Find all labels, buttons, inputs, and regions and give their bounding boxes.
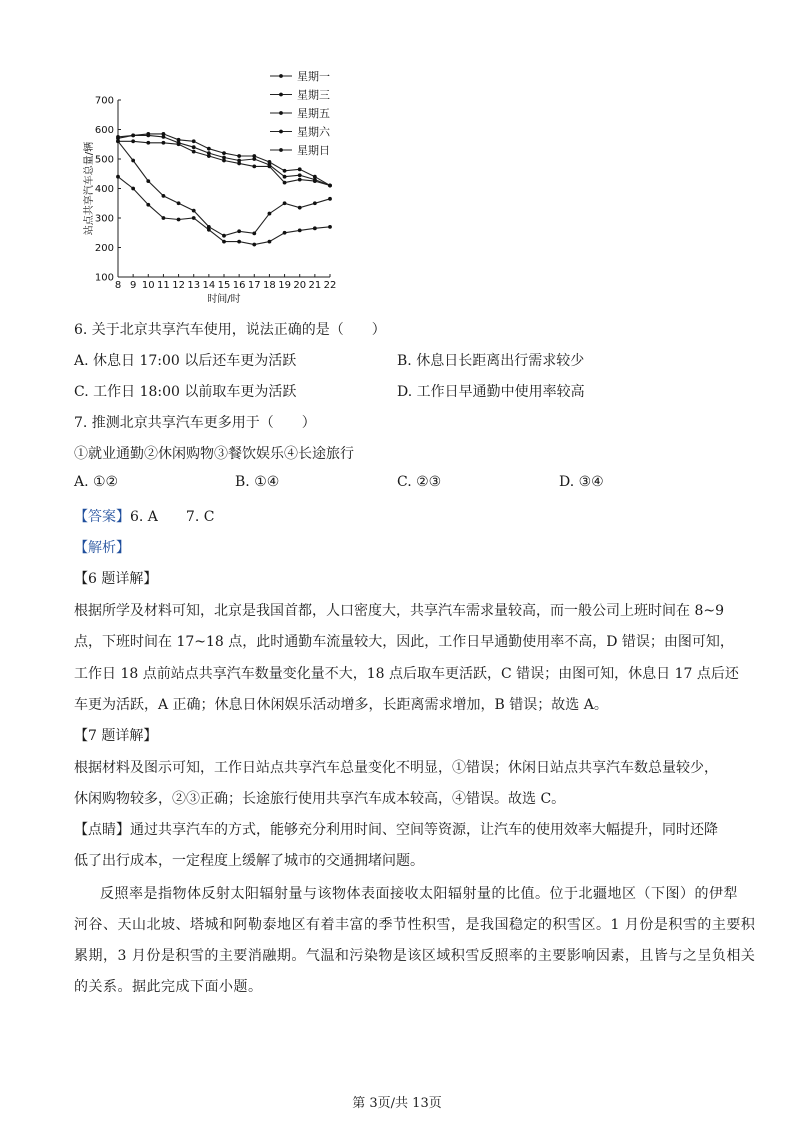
q6-option-a: A. 休息日 17:00 以后还车更为活跃 [74, 353, 297, 369]
q6-option-c: C. 工作日 18:00 以前取车更为活跃 [74, 384, 297, 400]
q7-option-b: B. ①④ [235, 474, 280, 490]
data-point [192, 209, 196, 213]
x-tick-label: 14 [202, 280, 216, 291]
chart-legend [270, 69, 331, 157]
data-point [131, 159, 135, 163]
data-point [192, 150, 196, 154]
y-tick-label: 200 [94, 243, 114, 254]
analysis-label: 【解析】 [74, 540, 130, 556]
data-point [328, 197, 332, 201]
data-point [192, 216, 196, 220]
legend-label: 星期一 [297, 70, 330, 83]
data-point [116, 139, 120, 143]
data-point [192, 139, 196, 143]
data-point [283, 231, 287, 235]
y-axis-ticks [95, 96, 121, 284]
data-point [237, 162, 241, 166]
data-point [162, 216, 166, 220]
data-point [298, 206, 302, 210]
legend-label: 星期五 [297, 107, 330, 120]
answer-label: 【答案】 [74, 509, 130, 525]
legend-marker [279, 148, 283, 152]
data-point [207, 225, 211, 229]
data-point [146, 203, 150, 207]
detail-6-line: 工作日 18 点前站点共享汽车数量变化量不大，18 点后取车更活跃，C 错误；由图可知，休息日 17 点后还 [74, 666, 739, 682]
data-point [252, 154, 256, 158]
data-point [207, 147, 211, 151]
tip-line-2: 低了出行成本，一定程度上缓解了城市的交通拥堵问题。 [74, 853, 424, 869]
tip-line-1 [74, 819, 718, 839]
x-tick-label: 16 [232, 280, 246, 291]
data-point [177, 201, 181, 205]
tip-text: 通过共享汽车的方式，能够充分利用时间、空间等资源，让汽车的使用效率大幅提升，同时还降 [130, 822, 718, 838]
x-tick-label: 20 [293, 280, 307, 291]
x-tick-label: 13 [187, 280, 201, 291]
data-point [116, 135, 120, 139]
y-tick-label: 100 [94, 272, 114, 284]
material-line: 累期，3 月份是积雪的主要消融期。气温和污染物是该区域积雪反照率的主要影响因素，且皆与之呈负相关 [74, 948, 756, 964]
data-point [237, 154, 241, 158]
q7-option-c: C. ②③ [397, 474, 442, 490]
data-point [237, 229, 241, 233]
answer-text: 6. A 7. C [130, 509, 215, 525]
legend-marker [279, 74, 283, 78]
data-point [222, 151, 226, 155]
data-point [146, 179, 150, 183]
y-tick-label: 700 [94, 95, 114, 107]
y-tick-label: 600 [94, 125, 114, 136]
data-point [207, 154, 211, 158]
data-point [313, 201, 317, 205]
data-point [328, 225, 332, 229]
data-point [283, 181, 287, 185]
data-point [177, 218, 181, 222]
x-axis-label: 时间/时 [207, 294, 241, 305]
data-point [177, 142, 181, 146]
x-tick-label: 17 [247, 280, 261, 291]
data-point [283, 175, 287, 179]
page-footer: 第 3页/共 13页 [352, 1096, 442, 1111]
data-point [252, 243, 256, 247]
data-point [192, 145, 196, 149]
detail-6-label: 【6 题详解】 [74, 571, 158, 587]
data-point [177, 138, 181, 142]
material-line: 的关系。据此完成下面小题。 [74, 979, 263, 995]
x-tick-label: 21 [308, 280, 322, 291]
data-point [313, 179, 317, 183]
legend-label: 星期三 [297, 88, 330, 102]
material-line: 反照率是指物体反射太阳辐射量与该物体表面接收太阳辐射量的比值。位于北疆地区（下图）的伊犁 [100, 886, 738, 902]
material-line: 河谷、天山北坡、塔城和阿勒泰地区有着丰富的季节性积雪，是我国稳定的积雪区。1 月份是积雪的主要积 [74, 917, 756, 933]
data-point [298, 167, 302, 171]
detail-6-line: 点，下班时间在 17~18 点，此时通勤车流量较大，因此，工作日早通勤使用率不高，D 错误；由图可知， [74, 634, 734, 650]
y-tick-label: 300 [94, 213, 114, 225]
x-tick-label: 19 [278, 280, 291, 291]
q7-option-a: A. ①② [74, 474, 119, 490]
detail-7-line: 休闲购物较多，②③正确；长途旅行使用共享汽车成本较高，④错误。故选 C。 [74, 791, 566, 807]
detail-7-line: 根据材料及图示可知，工作日站点共享汽车总量变化不明显，①错误；休闲日站点共享汽车数总量较少， [74, 760, 718, 776]
data-point [313, 226, 317, 230]
data-point [222, 159, 226, 163]
detail-6-line: 根据所学及材料可知，北京是我国首都，人口密度大，共享汽车需求量较高，而一般公司上班时间在 8~9 [74, 603, 724, 619]
y-axis-label: 站点共享汽车总量/辆 [84, 141, 95, 236]
x-tick-label: 11 [157, 280, 170, 291]
data-point [313, 175, 317, 179]
data-point [162, 141, 166, 145]
data-point [298, 173, 302, 177]
q7-stem: 7. 推测北京共享汽车更多用于（ ） [74, 415, 316, 431]
q7-option-d: D. ③④ [559, 474, 604, 490]
q7-items: ①就业通勤②休闲购物③餐饮娱乐④长途旅行 [74, 446, 354, 462]
y-tick-label: 500 [94, 154, 114, 166]
x-tick-label: 22 [323, 280, 337, 291]
shared-car-line-chart [60, 60, 360, 310]
x-tick-label: 9 [129, 280, 137, 291]
data-point [222, 240, 226, 244]
data-point [162, 132, 166, 136]
detail-6-line: 车更为活跃，A 正确；休息日休闲娱乐活动增多，长距离需求增加，B 错误；故选 A。 [74, 697, 608, 713]
data-point [268, 164, 272, 168]
detail-7-label: 【7 题详解】 [74, 728, 158, 744]
legend-label: 星期日 [297, 144, 330, 157]
data-point [252, 231, 256, 235]
y-tick-label: 400 [94, 184, 114, 195]
answer-line [74, 506, 214, 526]
data-point [146, 132, 150, 136]
data-point [268, 160, 272, 164]
data-point [268, 212, 272, 216]
data-point [298, 228, 302, 232]
x-tick-label: 8 [114, 280, 122, 291]
x-tick-label: 18 [263, 280, 276, 291]
legend-label: 星期六 [297, 125, 330, 139]
legend-marker [279, 93, 283, 97]
x-tick-label: 15 [217, 280, 231, 291]
data-point [252, 164, 256, 168]
q6-stem: 6. 关于北京共享汽车使用，说法正确的是（ ） [74, 322, 386, 338]
data-point [283, 169, 287, 173]
q6-option-b: B. 休息日长距离出行需求较少 [397, 353, 585, 369]
x-tick-label: 12 [172, 280, 185, 291]
legend-marker [279, 111, 283, 115]
q6-option-d: D. 工作日早通勤中使用率较高 [397, 384, 585, 400]
data-point [131, 134, 135, 138]
x-tick-label: 10 [141, 280, 155, 291]
data-point [131, 139, 135, 143]
data-point [131, 187, 135, 191]
data-point [222, 234, 226, 238]
data-point [268, 240, 272, 244]
legend-marker [279, 130, 283, 134]
data-point [298, 178, 302, 182]
data-point [283, 201, 287, 205]
data-point [328, 184, 332, 188]
data-point [116, 175, 120, 179]
data-point [237, 240, 241, 244]
data-point [146, 141, 150, 145]
tip-label: 【点睛】 [74, 822, 130, 838]
data-point [162, 194, 166, 198]
